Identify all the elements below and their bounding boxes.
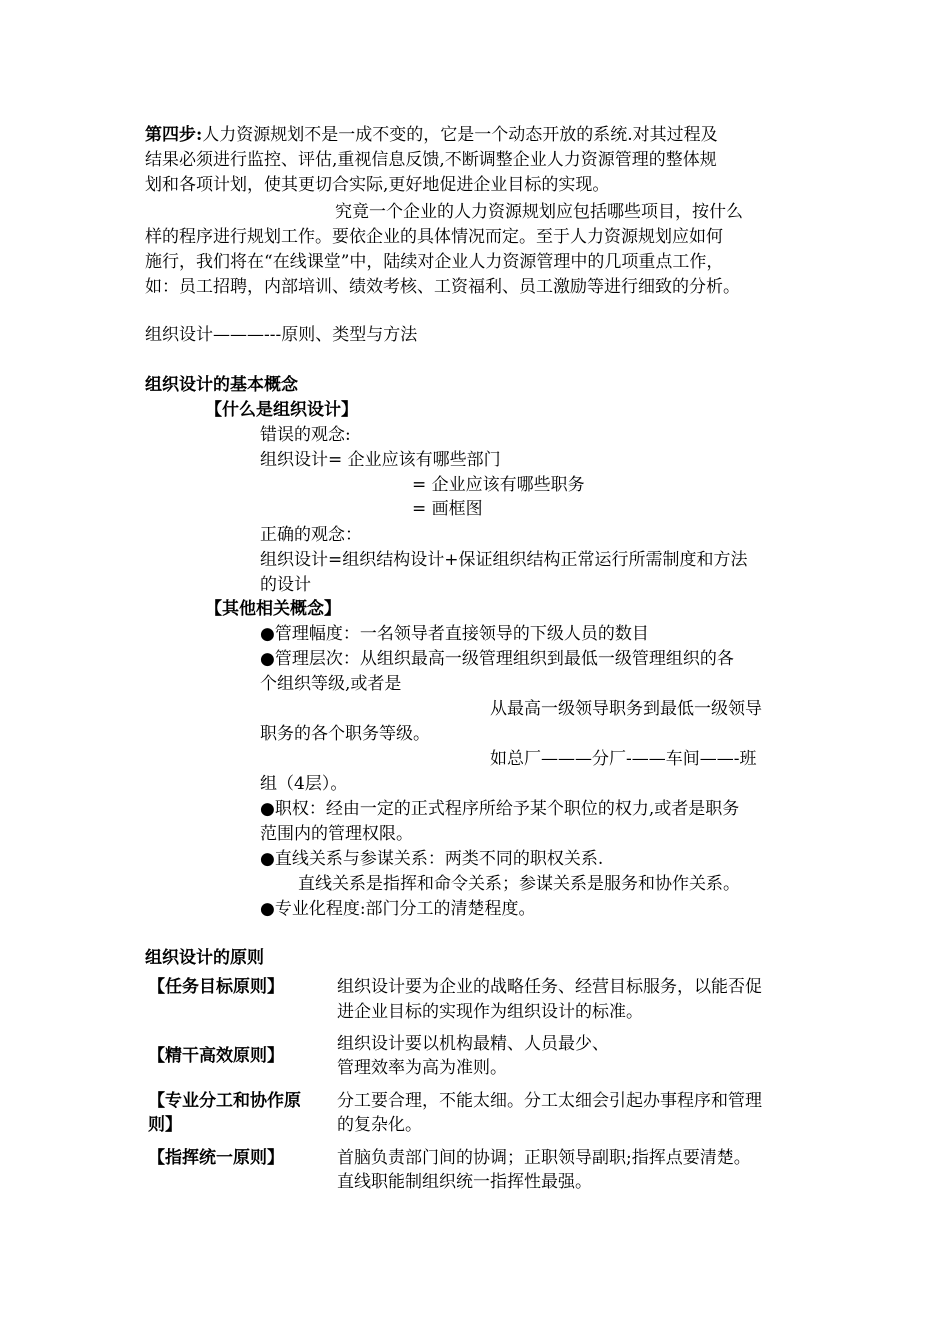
concept-line-staff-1: ●直线关系与参谋关系：两类不同的职权关系.	[260, 849, 604, 869]
other-concepts-heading: 【其他相关概念】	[205, 599, 341, 619]
concept-management-levels-1: ●管理层次：从组织最高一级管理组织到最低一级管理组织的各	[260, 649, 734, 669]
principle-3-line-1: 分工要合理，不能太细。分工太细会引起办事程序和管理	[337, 1091, 762, 1111]
concept-line-staff-2: 直线关系是指挥和命令关系；参谋关系是服务和协作关系。	[298, 874, 740, 894]
wrong-concept-2: = 企业应该有哪些职务	[412, 475, 585, 495]
step4-label: 第四步:	[145, 125, 203, 145]
wrong-concept-1: 组织设计= 企业应该有哪些部门	[260, 450, 501, 470]
concept-specialization: ●专业化程度:部门分工的清楚程度。	[260, 899, 536, 919]
principle-4-line-2: 直线职能制组织统一指挥性最强。	[337, 1172, 592, 1192]
principle-2-line-1: 组织设计要以机构最精、人员最少、	[337, 1034, 609, 1054]
step4-line-2: 结果必须进行监控、评估,重视信息反馈,不断调整企业人力资源管理的整体规	[145, 150, 717, 170]
principle-4-label: 【指挥统一原则】	[148, 1148, 284, 1168]
principle-3-label-1: 【专业分工和协作原	[148, 1091, 301, 1111]
para2-line-3: 施行，我们将在“在线课堂”中，陆续对企业人力资源管理中的几项重点工作，	[145, 252, 724, 272]
principle-4-line-1: 首脑负责部门间的协调；正职领导副职;指挥点要清楚。	[337, 1148, 751, 1168]
principle-3-label-2: 则】	[148, 1115, 182, 1135]
concept-span-of-control: ●管理幅度：一名领导者直接领导的下级人员的数目	[260, 624, 649, 644]
para2-line-4: 如：员工招聘，内部培训、绩效考核、工资福利、员工激励等进行细致的分析。	[145, 277, 740, 297]
right-concept-1: 组织设计=组织结构设计+保证组织结构正常运行所需制度和方法	[260, 550, 748, 570]
concept-authority-1: ●职权：经由一定的正式程序所给予某个职位的权力,或者是职务	[260, 799, 740, 819]
principle-1-line-2: 进企业目标的实现作为组织设计的标准。	[337, 1002, 643, 1022]
right-concept-2: 的设计	[260, 575, 311, 595]
basic-concepts-heading: 组织设计的基本概念	[145, 375, 298, 395]
principle-1-line-1: 组织设计要为企业的战略任务、经营目标服务，以能否促	[337, 977, 762, 997]
step4-line-1	[145, 123, 810, 147]
concept-management-levels-4: 职务的各个职务等级。	[260, 724, 430, 744]
right-concept-label: 正确的观念：	[260, 525, 362, 545]
concept-management-levels-6: 组（4层）。	[260, 774, 348, 794]
principle-2-label: 【精干高效原则】	[148, 1046, 284, 1066]
principles-heading: 组织设计的原则	[145, 948, 264, 968]
principle-1-label: 【任务目标原则】	[148, 977, 284, 997]
what-is-org-design-heading: 【什么是组织设计】	[205, 400, 358, 420]
wrong-concept-label: 错误的观念:	[260, 425, 351, 445]
concept-management-levels-3: 从最高一级领导职务到最低一级领导	[490, 699, 762, 719]
concept-management-levels-5: 如总厂———分厂-——车间——-班	[490, 749, 757, 769]
step4-text-1: 人力资源规划不是一成不变的，它是一个动态开放的系统.对其过程及	[202, 125, 718, 145]
para2-line-1: 究竟一个企业的人力资源规划应包括哪些项目，按什么	[335, 202, 743, 222]
principle-2-line-2: 管理效率为高为准则。	[337, 1058, 507, 1078]
para2-line-2: 样的程序进行规划工作。要依企业的具体情况而定。至于人力资源规划应如何	[145, 227, 723, 247]
org-design-title: 组织设计———---原则、类型与方法	[145, 325, 418, 345]
concept-authority-2: 范围内的管理权限。	[260, 824, 413, 844]
concept-management-levels-2: 个组织等级,或者是	[260, 674, 402, 694]
principle-3-line-2: 的复杂化。	[337, 1115, 422, 1135]
step4-line-3: 划和各项计划，使其更切合实际,更好地促进企业目标的实现。	[145, 175, 610, 195]
wrong-concept-3: = 画框图	[412, 499, 483, 519]
